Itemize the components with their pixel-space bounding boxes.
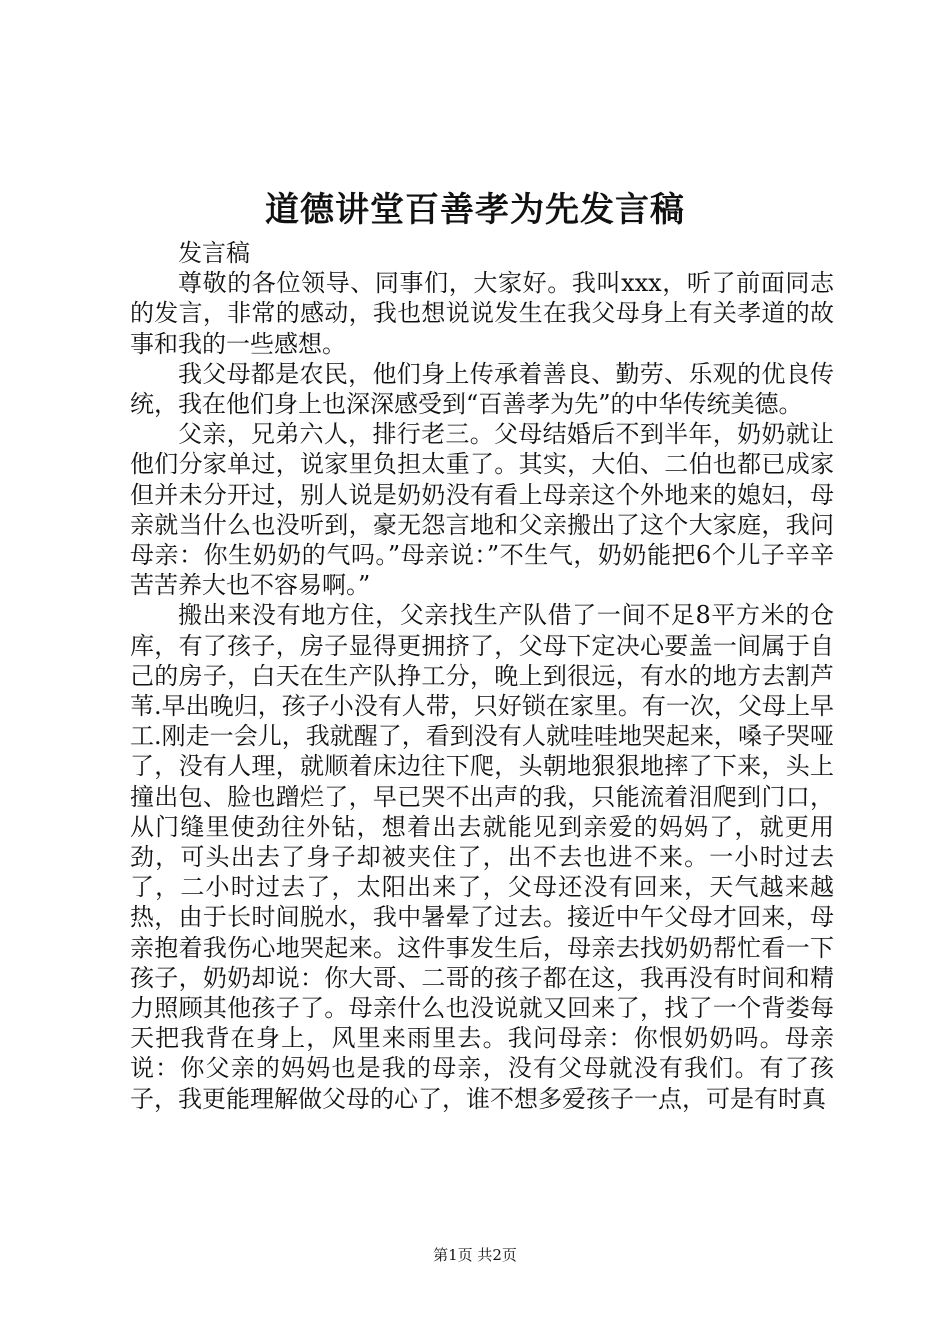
page-number-footer: 第1页 共2页 <box>433 1246 517 1264</box>
paragraph: 我父母都是农民，他们身上传承着善良、勤劳、乐观的优良传统，我在他们身上也深深感受到“百善孝为先”的中华传统美德。 <box>130 359 834 419</box>
document-title: 道德讲堂百善孝为先发言稿 <box>265 190 685 230</box>
paragraph: 尊敬的各位领导、同事们，大家好。我叫xxx，听了前面同志的发言，非常的感动，我也想说说发生在我父母身上有关孝道的故事和我的一些感想。 <box>130 269 834 358</box>
paragraph: 搬出来没有地方住，父亲找生产队借了一间不足8平方米的仓库，有了孩子，房子显得更拥挤了，父母下定决心要盖一间属于自己的房子，白天在生产队挣工分，晚上到很远，有水的地方去割芦苇.早出晚归，孩子小没有人带，只好锁在家里。有一次，父母上早工.刚走一会儿，我就醒了，看到没有人就哇哇地哭起来，嗓子哭哑了，没有人理，就顺着床边往下爬，头朝地狠狠地摔了下来，头上撞出包、脸也蹭烂了，早已哭不出声的我，只能流着泪爬到门口，从门缝里使劲往外钻，想着出去就能见到亲爱的妈妈了，就更用劲，可头出去了身子却被夹住了，出不去也进不来。一小时过去了，二小时过去了，太阳出来了，父母还没有回来，天气越来越热，由于长时间脱水，我中暑晕了过去。接近中午父母才回来，母亲抱着我伤心地哭起来。这件事发生后，母亲去找奶奶帮忙看一下孩子，奶奶却说：你大哥、二哥的孩子都在这，我再没有时间和精力照顾其他孩子了。母亲什么也没说就又回来了，找了一个背娄每天把我背在身上，风里来雨里去。我问母亲：你恨奶奶吗。母亲说：你父亲的妈妈也是我的母亲，没有父母就没有我们。有了孩子，我更能理解做父母的心了，谁不想多爱孩子一点，可是有时真 <box>130 601 834 1113</box>
paragraph: 父亲，兄弟六人，排行老三。父母结婚后不到半年，奶奶就让他们分家单过，说家里负担太重了。其实，大伯、二伯也都已成家但并未分开过，别人说是奶奶没有看上母亲这个外地来的媳妇，母亲就当什么也没听到，豪无怨言地和父亲搬出了这个大家庭，我问母亲：你生奶奶的气吗。”母亲说：”不生气，奶奶能把6个儿子辛辛苦苦养大也不容易啊。” <box>130 420 834 600</box>
paragraph-heading: 发言稿 <box>178 239 250 267</box>
document-body <box>130 238 834 1114</box>
